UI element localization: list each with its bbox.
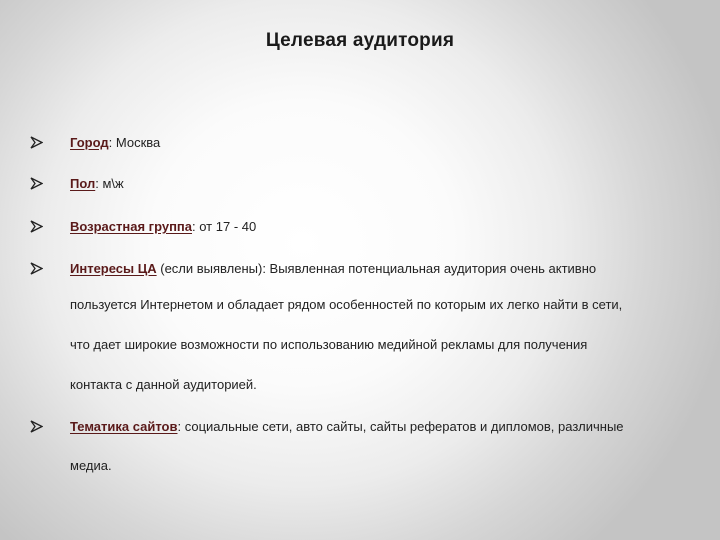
list-item-interests-continuation: что дает широкие возможности по использованию медийной рекламы для получения [70, 337, 588, 352]
item-text: : социальные сети, авто сайты, сайты рефератов и дипломов, различные [177, 419, 624, 434]
arrow-bullet-icon [30, 262, 43, 275]
list-item-site-topics [70, 419, 624, 434]
slide-title: Целевая аудитория [265, 30, 455, 51]
arrow-bullet-icon [30, 220, 43, 233]
item-text: : Москва [108, 135, 161, 150]
list-item-city [70, 135, 160, 150]
arrow-bullet-icon [30, 177, 43, 190]
item-label: Город [70, 135, 109, 150]
item-text: (если выявлены): Выявленная потенциальная аудитория очень активно [156, 261, 597, 276]
item-label: Пол [70, 176, 96, 191]
list-item-age-group [70, 219, 256, 234]
arrow-bullet-icon [30, 136, 43, 149]
arrow-bullet-icon [30, 420, 43, 433]
list-item-site-topics-continuation: медиа. [70, 458, 112, 473]
item-label: Тематика сайтов [70, 419, 178, 434]
list-item-interests-continuation: пользуется Интернетом и обладает рядом особенностей по которым их легко найти в сети, [70, 297, 623, 312]
list-item-gender [70, 176, 124, 191]
item-label: Интересы ЦА [70, 261, 157, 276]
item-text: : от 17 - 40 [192, 219, 257, 234]
list-item-interests [70, 261, 596, 276]
item-label: Возрастная группа [70, 219, 193, 234]
list-item-interests-continuation: контакта с данной аудиторией. [70, 377, 257, 392]
item-text: : м\ж [95, 176, 124, 191]
